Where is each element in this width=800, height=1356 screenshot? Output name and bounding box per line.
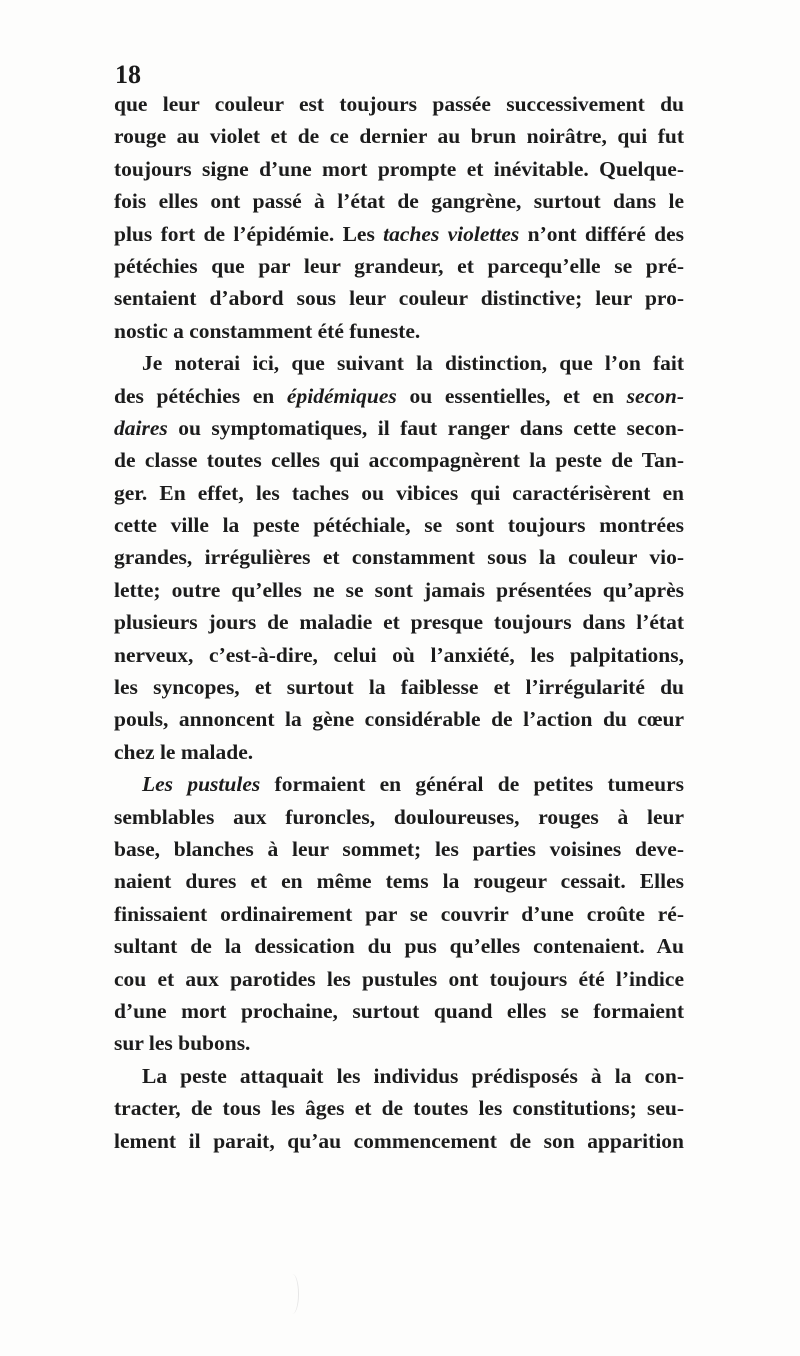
text-line	[114, 250, 684, 282]
text-run: n’ont différé des	[519, 221, 684, 246]
text-run: nerveux, c’est-à-dire, celui où l’anxiété, les palpitations,	[114, 642, 684, 667]
text-line	[114, 1125, 684, 1157]
text-run: lette; outre qu’elles ne se sont jamais présentées qu’après	[114, 577, 684, 602]
text-line	[114, 380, 684, 412]
text-run: rouge au violet et de ce dernier au brun noirâtre, qui fut	[114, 124, 684, 149]
text-run: finissaient ordinairement par se couvrir d’une croûte ré-	[114, 901, 684, 926]
text-line	[114, 639, 684, 671]
text-run: plusieurs jours de maladie et presque toujours dans l’état	[114, 610, 684, 635]
text-line	[114, 153, 684, 185]
italic-text: épidémiques	[286, 383, 397, 408]
text-run: Je noterai ici, que suivant la distinction, que l’on fait	[142, 351, 684, 376]
text-line	[114, 444, 684, 476]
text-line	[114, 509, 684, 541]
text-line	[114, 315, 684, 347]
page-number: 18	[115, 60, 141, 89]
text-run: d’une mort prochaine, surtout quand elles se formaient	[114, 998, 684, 1023]
text-line	[114, 574, 684, 606]
text-line	[114, 1092, 684, 1124]
text-line	[114, 606, 684, 638]
text-run: cette ville la peste pétéchiale, se sont toujours montrées	[114, 513, 684, 538]
text-run: ger. En effet, les taches ou vibices qui caractérisèrent en	[114, 480, 684, 505]
paper-mark	[286, 1274, 299, 1314]
text-run: tracter, de tous les âges et de toutes les constitutions; seu-	[114, 1096, 684, 1121]
text-run: les syncopes, et surtout la faiblesse et l’irrégularité du	[114, 675, 684, 700]
text-run: formaient en général de petites tumeurs	[260, 772, 684, 797]
italic-text: secon-	[626, 383, 684, 408]
text-run: plus fort de l’épidémie. Les	[114, 221, 384, 246]
text-run: nostic a constamment été funeste.	[114, 318, 421, 343]
text-run: semblables aux furoncles, douloureuses, rouges à leur	[114, 804, 684, 829]
text-line	[114, 963, 684, 995]
text-line	[114, 347, 684, 379]
text-line	[114, 703, 684, 735]
italic-text: taches violettes	[383, 221, 520, 246]
text-line	[114, 412, 684, 444]
text-run: base, blanches à leur sommet; les parties voisines deve-	[114, 836, 684, 861]
text-line	[114, 1027, 684, 1059]
text-run: ou symptomatiques, il faut ranger dans cette secon-	[167, 415, 684, 440]
text-run: sultant de la dessication du pus qu’elles contenaient. Au	[114, 934, 684, 959]
text-line	[114, 1060, 684, 1092]
text-run: pouls, annoncent la gène considérable de l’action du cœur	[114, 707, 684, 732]
italic-text: Les pustules	[142, 772, 261, 797]
text-run: grandes, irrégulières et constamment sous la couleur vio-	[114, 545, 684, 570]
text-line	[114, 541, 684, 573]
text-run: des pétéchies en	[114, 383, 287, 408]
body-text	[114, 88, 684, 1157]
text-run: fois elles ont passé à l’état de gangrène, surtout dans le	[114, 189, 684, 214]
text-run: chez le malade.	[114, 739, 254, 764]
text-line	[114, 477, 684, 509]
text-run: naient dures et en même tems la rougeur cessait. Elles	[114, 869, 684, 894]
text-line	[114, 930, 684, 962]
text-line	[114, 768, 684, 800]
text-line	[114, 801, 684, 833]
text-run: pétéchies que par leur grandeur, et parcequ’elle se pré-	[114, 253, 684, 278]
text-run: sentaient d’abord sous leur couleur distinctive; leur pro-	[114, 286, 684, 311]
text-line	[114, 185, 684, 217]
text-run: cou et aux parotides les pustules ont toujours été l’indice	[114, 966, 684, 991]
text-line	[114, 833, 684, 865]
italic-text: daires	[114, 415, 168, 440]
text-line	[114, 865, 684, 897]
text-run: de classe toutes celles qui accompagnèrent la peste de Tan-	[114, 448, 684, 473]
text-run: que leur couleur est toujours passée successivement du	[114, 92, 684, 116]
text-run: ou essentielles, et en	[396, 383, 627, 408]
text-line	[114, 736, 684, 768]
text-run: La peste attaquait les individus prédisposés à la con-	[142, 1063, 684, 1088]
text-line	[114, 995, 684, 1027]
text-run: sur les bubons.	[114, 1031, 251, 1056]
text-line	[114, 120, 684, 152]
text-line	[114, 671, 684, 703]
text-run: lement il parait, qu’au commencement de son apparition	[114, 1128, 684, 1153]
text-line	[114, 218, 684, 250]
text-line	[114, 898, 684, 930]
text-line	[114, 282, 684, 314]
text-line	[114, 88, 684, 120]
text-run: toujours signe d’une mort prompte et inévitable. Quelque-	[114, 156, 684, 181]
